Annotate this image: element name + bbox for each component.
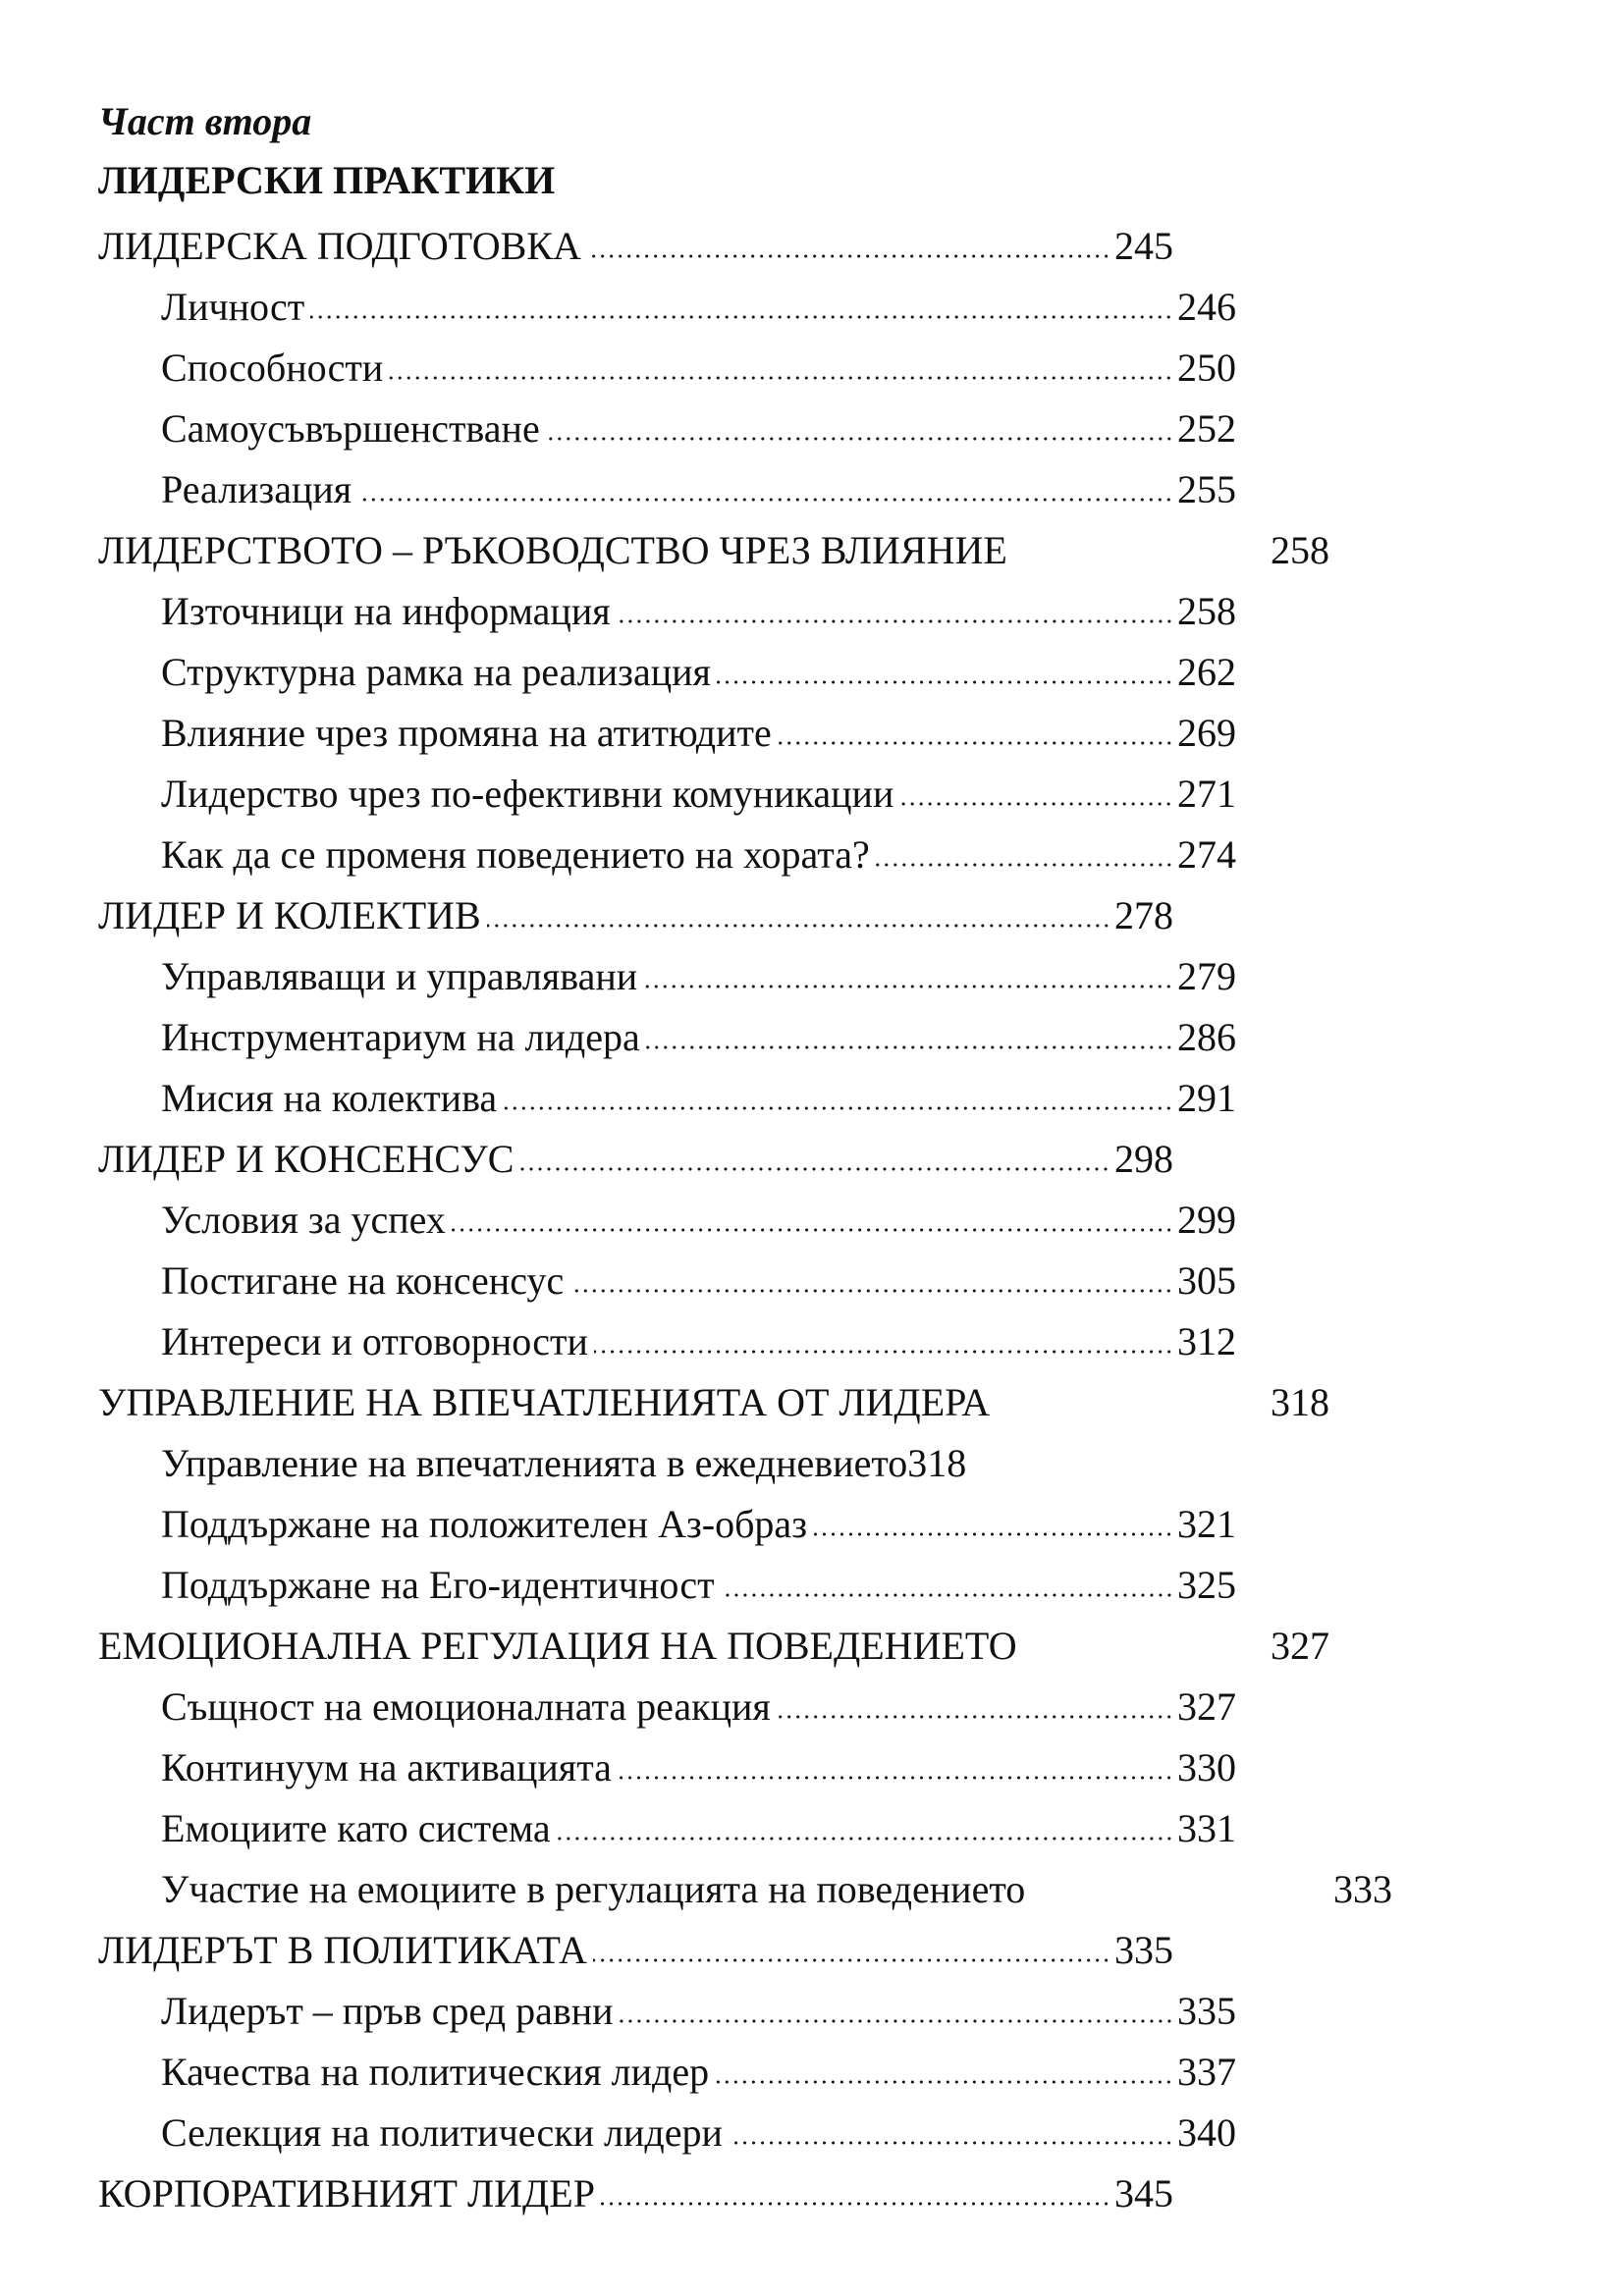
toc-entry-title: ЛИДЕРЪТ В ПОЛИТИКАТА [98, 1928, 587, 1972]
toc-entry-title: Източници на информация [161, 589, 611, 633]
toc-entry-title: ЛИДЕРСТВОТО – РЪКОВОДСТВО ЧРЕЗ ВЛИЯНИЕ [98, 528, 1007, 572]
toc-page-number: 335 [1114, 1928, 1173, 1972]
toc-entry-title: Качества на политическия лидер [161, 2050, 710, 2094]
toc-section-entry [0, 1798, 1236, 1859]
toc-entry-title: ЛИДЕР И КОЛЕКТИВ [98, 893, 481, 937]
toc-entry-title: Участие на емоциите в регулацията на поведението [161, 1867, 1026, 1911]
toc-page-number: 258 [1177, 589, 1236, 633]
toc-page-number: 252 [1177, 406, 1236, 451]
toc-section-entry [0, 1190, 1236, 1251]
toc-chapter-entry [0, 1372, 1329, 1433]
toc-dot-leader [876, 860, 1173, 870]
toc-chapter-entry [0, 885, 1173, 946]
toc-entry-title: Същност на емоционалната реакция [161, 1684, 771, 1729]
toc-page-number: 271 [1177, 772, 1236, 816]
toc-entry-title: Управляващи и управлявани [161, 954, 638, 998]
toc-section-entry [0, 1555, 1236, 1616]
toc-dot-leader [519, 1164, 1110, 1174]
toc-dot-leader [452, 1225, 1173, 1235]
toc-dot-leader [778, 738, 1173, 748]
toc-page-number: 298 [1114, 1137, 1173, 1181]
toc-section-entry [0, 764, 1236, 825]
toc-entry-title: Влияние чрез промяна на атитюдите [161, 711, 772, 755]
toc-section-entry [0, 459, 1236, 520]
toc-dot-leader [557, 1834, 1173, 1843]
toc-dot-leader [546, 434, 1173, 444]
toc-dot-leader [717, 677, 1173, 687]
toc-page-number: 331 [1177, 1806, 1236, 1850]
toc-entry-title: ЛИДЕРСКА ПОДГОТОВКА [98, 224, 581, 268]
toc-entry-title: Реализация [161, 467, 352, 511]
toc-entry-title: Емоциите като система [161, 1806, 551, 1850]
toc-entry-title: Лидерство чрез по-ефективни комуникации [161, 772, 894, 816]
toc-section-entry [0, 338, 1236, 399]
toc-dot-leader [729, 2138, 1173, 2148]
toc-entry-title: ЕМОЦИОНАЛНА РЕГУЛАЦИЯ НА ПОВЕДЕНИЕТО [98, 1624, 1017, 1668]
toc-page-number: 299 [1177, 1198, 1236, 1242]
toc-dot-leader [643, 982, 1173, 991]
toc-section-entry [0, 1251, 1236, 1311]
toc-section-entry [0, 1677, 1236, 1737]
toc-dot-leader [503, 1103, 1173, 1113]
toc-dot-leader [646, 1042, 1173, 1052]
toc-page-number: 278 [1114, 893, 1173, 937]
toc-dot-leader [813, 1529, 1173, 1539]
toc-section-entry [0, 703, 1236, 764]
toc-page-number: 333 [1333, 1867, 1392, 1911]
toc-chapter-entry [0, 1129, 1173, 1190]
toc-entry-title: Инструментариум на лидера [161, 1015, 640, 1059]
toc-entry-title: Поддържане на Его-идентичност [161, 1563, 715, 1607]
toc-page-number: 245 [1114, 224, 1173, 268]
toc-page-number: 345 [1114, 2171, 1173, 2216]
toc-entry-title: Самоусъвършенстване [161, 406, 540, 451]
toc-section-entry [0, 1433, 1236, 1494]
toc-page-number: 262 [1177, 650, 1236, 694]
toc-dot-leader [618, 1773, 1173, 1783]
toc-chapter-entry [0, 1920, 1173, 1981]
toc-entry-title: Структурна рамка на реализация [161, 650, 711, 694]
part-label: Част втора [98, 99, 312, 143]
toc-page-number: 335 [1177, 1989, 1236, 2033]
toc-entry-title: Личност [161, 285, 305, 329]
toc-entry-title: Управление на впечатленията в ежедневието [161, 1441, 908, 1485]
toc-dot-leader [715, 2077, 1173, 2087]
toc-entry-title: Условия за успех [161, 1198, 446, 1242]
toc-page-number: 269 [1177, 711, 1236, 755]
toc-section-entry [0, 1981, 1236, 2042]
toc-entry-title: ЛИДЕР И КОНСЕНСУС [98, 1137, 514, 1181]
toc-chapter-entry [0, 2163, 1173, 2224]
toc-section-entry [0, 1007, 1236, 1068]
toc-entry-title: Как да се променя поведението на хората? [161, 832, 870, 877]
toc-dot-leader [601, 2199, 1110, 2209]
toc-entry-title: Интереси и отговорности [161, 1319, 588, 1363]
toc-dot-leader [594, 1347, 1173, 1357]
toc-section-entry [0, 825, 1236, 885]
toc-dot-leader [617, 616, 1173, 626]
toc-entry-title: КОРПОРАТИВНИЯТ ЛИДЕР [98, 2171, 595, 2216]
toc-page-number: 340 [1177, 2110, 1236, 2155]
toc-dot-leader [620, 2016, 1173, 2026]
toc-dot-leader [310, 312, 1173, 322]
toc-page-number: 327 [1271, 1624, 1329, 1668]
toc-section-entry [0, 399, 1236, 459]
toc-page-number: 286 [1177, 1015, 1236, 1059]
toc-page-number: 274 [1177, 832, 1236, 877]
toc-entry-title: УПРАВЛЕНИЕ НА ВПЕЧАТЛЕНИЯТА ОТ ЛИДЕРА [98, 1380, 991, 1424]
toc-page-number: 246 [1177, 285, 1236, 329]
toc-page-number: 258 [1271, 528, 1329, 572]
toc-section-entry [0, 1068, 1236, 1129]
table-of-contents [0, 216, 1624, 2224]
toc-entry-title: Постигане на консенсус [161, 1258, 565, 1303]
toc-section-entry [0, 946, 1236, 1007]
toc-chapter-entry [0, 1616, 1329, 1677]
toc-chapter-entry [0, 216, 1173, 277]
toc-section-entry [0, 2103, 1236, 2163]
toc-dot-leader [899, 799, 1173, 809]
toc-page-number: 318 [907, 1441, 967, 1485]
toc-dot-leader [593, 1955, 1110, 1965]
toc-section-entry [0, 1311, 1236, 1372]
toc-entry-title: Селекция на политически лидери [161, 2110, 723, 2155]
toc-dot-leader [357, 495, 1173, 505]
toc-section-entry [0, 1494, 1236, 1555]
toc-page-number: 279 [1177, 954, 1236, 998]
toc-page-number: 291 [1177, 1076, 1236, 1120]
toc-page-number: 321 [1177, 1502, 1236, 1546]
toc-dot-leader [487, 921, 1110, 931]
toc-section-entry [0, 277, 1236, 338]
toc-entry-title: Мисия на колектива [161, 1076, 498, 1120]
toc-dot-leader [389, 373, 1173, 383]
toc-section-entry [0, 1859, 1392, 1920]
toc-dot-leader [777, 1712, 1173, 1722]
toc-page-number: 305 [1177, 1258, 1236, 1303]
toc-entry-title: Континуум на активацията [161, 1745, 612, 1789]
toc-dot-leader [569, 1286, 1173, 1296]
toc-entry-title: Способности [161, 346, 384, 390]
toc-section-entry [0, 642, 1236, 703]
toc-page-number: 312 [1177, 1319, 1236, 1363]
toc-dot-leader [721, 1590, 1173, 1600]
toc-entry-title: Лидерът – пръв сред равни [161, 1989, 614, 2033]
toc-section-entry [0, 2042, 1236, 2103]
toc-page-number: 327 [1177, 1684, 1236, 1729]
toc-dot-leader [587, 251, 1110, 261]
toc-page-number: 255 [1177, 467, 1236, 511]
toc-page-number: 330 [1177, 1745, 1236, 1789]
toc-page-number: 325 [1177, 1563, 1236, 1607]
toc-chapter-entry [0, 520, 1329, 581]
toc-section-entry [0, 1737, 1236, 1798]
toc-page-number: 250 [1177, 346, 1236, 390]
part-title: ЛИДЕРСКИ ПРАКТИКИ [98, 158, 556, 202]
toc-page-number: 318 [1271, 1380, 1329, 1424]
toc-page-number: 337 [1177, 2050, 1236, 2094]
toc-entry-title: Поддържане на положителен Аз-образ [161, 1502, 807, 1546]
toc-section-entry [0, 581, 1236, 642]
